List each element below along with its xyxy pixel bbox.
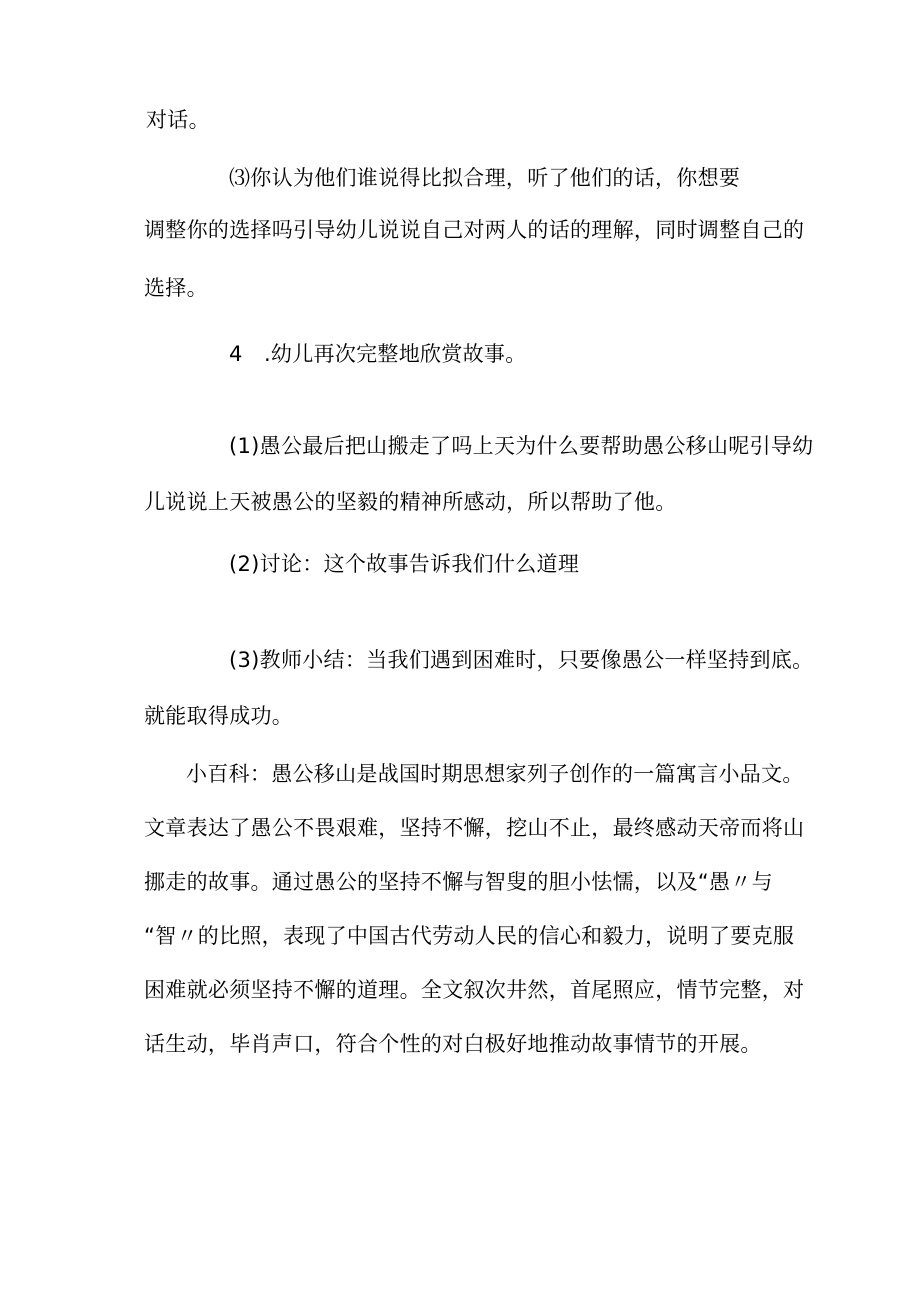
text-line: 困难就必须坚持不懈的道理。全文叙次井然，首尾照应，情节完整，对 bbox=[144, 978, 805, 1002]
text-line: 对话。 bbox=[146, 108, 210, 132]
text-line: (2)讨论：这个故事告诉我们什么道理 bbox=[229, 552, 580, 576]
text-line: 挪走的故事。通过愚公的坚持不懈与智叟的胆小怯懦，以及“愚〃与 bbox=[144, 870, 773, 894]
text-line: “智〃的比照，表现了中国古代劳动人民的信心和毅力，说明了要克服 bbox=[144, 924, 795, 948]
text-line: 话生动，毕肖声口，符合个性的对白极好地推动故事情节的开展。 bbox=[144, 1032, 762, 1056]
text-line: 儿说说上天被愚公的坚毅的精神所感动，所以帮助了他。 bbox=[144, 490, 677, 514]
text-line: (1)愚公最后把山搬走了吗上天为什么要帮助愚公移山呢引导幼 bbox=[229, 434, 814, 458]
text-line: 就能取得成功。 bbox=[144, 704, 294, 728]
text-line: 调整你的选择吗引导幼儿说说自己对两人的话的理解，同时调整自己的 bbox=[144, 218, 805, 242]
text-line: ⑶你认为他们谁说得比拟合理，听了他们的话，你想要 bbox=[229, 166, 741, 190]
text-line: 4 .幼儿再次完整地欣赏故事。 bbox=[229, 342, 527, 366]
text-line: 小百科：愚公移山是战国时期思想家列子创作的一篇寓言小品文。 bbox=[186, 762, 804, 786]
text-line: 选择。 bbox=[144, 276, 208, 300]
text-line: (3)教师小结：当我们遇到困难时，只要像愚公一样坚持到底。 bbox=[229, 648, 814, 672]
text-line: 文章表达了愚公不畏艰难，坚持不懈，挖山不止，最终感动天帝而将山 bbox=[144, 816, 805, 840]
